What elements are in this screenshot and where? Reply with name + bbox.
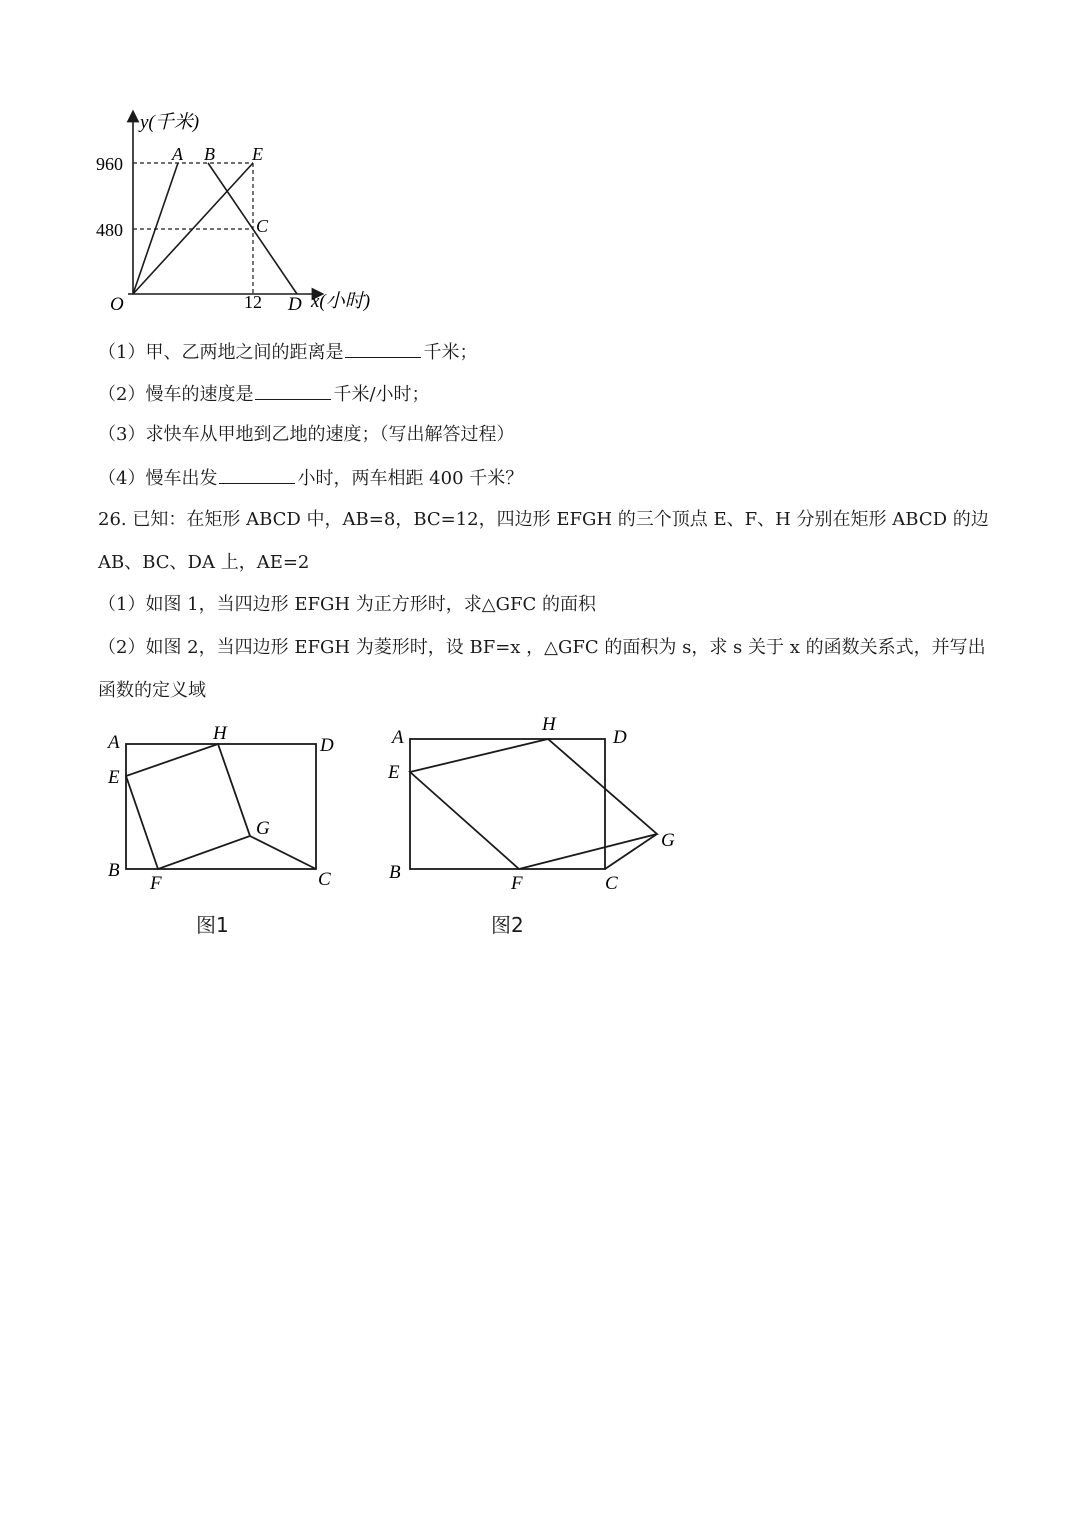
answer-blank-1[interactable] bbox=[345, 339, 421, 358]
distance-time-graph bbox=[90, 108, 390, 318]
point-A-label: A bbox=[172, 144, 183, 164]
fig2-rectangle bbox=[410, 739, 605, 869]
fig2-label-H: H bbox=[542, 714, 556, 735]
q25-part4: （4）慢车出发 小时，两车相距 400 千米？ bbox=[98, 465, 523, 491]
fig2-label-C: C bbox=[605, 873, 618, 894]
origin-label: O bbox=[110, 294, 124, 315]
fig2-label-E: E bbox=[388, 762, 400, 783]
fig1-square-EFGH bbox=[126, 744, 250, 869]
fig1-rectangle bbox=[126, 744, 316, 869]
line-BD bbox=[208, 163, 297, 294]
fig1-segment-GC bbox=[250, 836, 316, 869]
p26-q2: （2）如图 2，当四边形 EFGH 为菱形时，设 BF=x ，△GFC 的面积为 s，求 s 关于 x 的函数关系式，并写出 bbox=[98, 637, 986, 658]
fig1-label-F: F bbox=[150, 873, 162, 894]
fig2-label-F: F bbox=[511, 873, 523, 894]
figure-2 bbox=[380, 710, 690, 895]
answer-blank-2[interactable] bbox=[255, 381, 331, 400]
answer-blank-4[interactable] bbox=[219, 465, 295, 484]
y-tick-960: 960 bbox=[96, 154, 123, 174]
y-tick-480: 480 bbox=[96, 220, 123, 240]
fig2-label-D: D bbox=[613, 727, 627, 748]
p26-line1: 26. 已知：在矩形 ABCD 中，AB=8，BC=12，四边形 EFGH 的三个顶点 E、F、H 分别在矩形 ABCD 的边 bbox=[98, 509, 989, 530]
point-D-label: D bbox=[288, 294, 302, 315]
fig2-segment-GC bbox=[605, 834, 657, 869]
fig1-label-D: D bbox=[320, 735, 334, 756]
q25-part3: （3）求快车从甲地到乙地的速度；（写出解答过程） bbox=[98, 424, 515, 445]
figure-1 bbox=[100, 715, 350, 900]
fig1-label-C: C bbox=[318, 869, 331, 890]
x-axis-label: x(小时) bbox=[311, 291, 371, 312]
q25-part2: （2）慢车的速度是 千米/小时； bbox=[98, 381, 430, 407]
p26-q2-cont: 函数的定义域 bbox=[98, 680, 206, 701]
fig1-label-G: G bbox=[256, 818, 270, 839]
p26-line2: AB、BC、DA 上，AE=2 bbox=[98, 552, 310, 573]
fig2-rhombus-EFGH bbox=[410, 739, 657, 869]
point-E-label: E bbox=[252, 144, 263, 164]
fig1-label-A: A bbox=[108, 732, 120, 753]
fig1-label-H: H bbox=[213, 723, 227, 744]
p26-q1: （1）如图 1，当四边形 EFGH 为正方形时，求△GFC 的面积 bbox=[98, 594, 596, 615]
figure-1-caption: 图1 bbox=[196, 913, 229, 937]
fig2-label-A: A bbox=[392, 727, 404, 748]
figure-2-caption: 图2 bbox=[491, 913, 524, 937]
fig2-label-G: G bbox=[661, 830, 675, 851]
point-C-label: C bbox=[256, 216, 269, 236]
fig1-label-E: E bbox=[108, 767, 120, 788]
q25-part1: （1）甲、乙两地之间的距离是 千米； bbox=[98, 339, 477, 365]
fig1-label-B: B bbox=[108, 860, 120, 881]
x-tick-12: 12 bbox=[244, 292, 262, 312]
y-axis-label: y(千米) bbox=[140, 112, 200, 133]
point-B-label: B bbox=[204, 144, 215, 164]
fig2-label-B: B bbox=[389, 862, 401, 883]
